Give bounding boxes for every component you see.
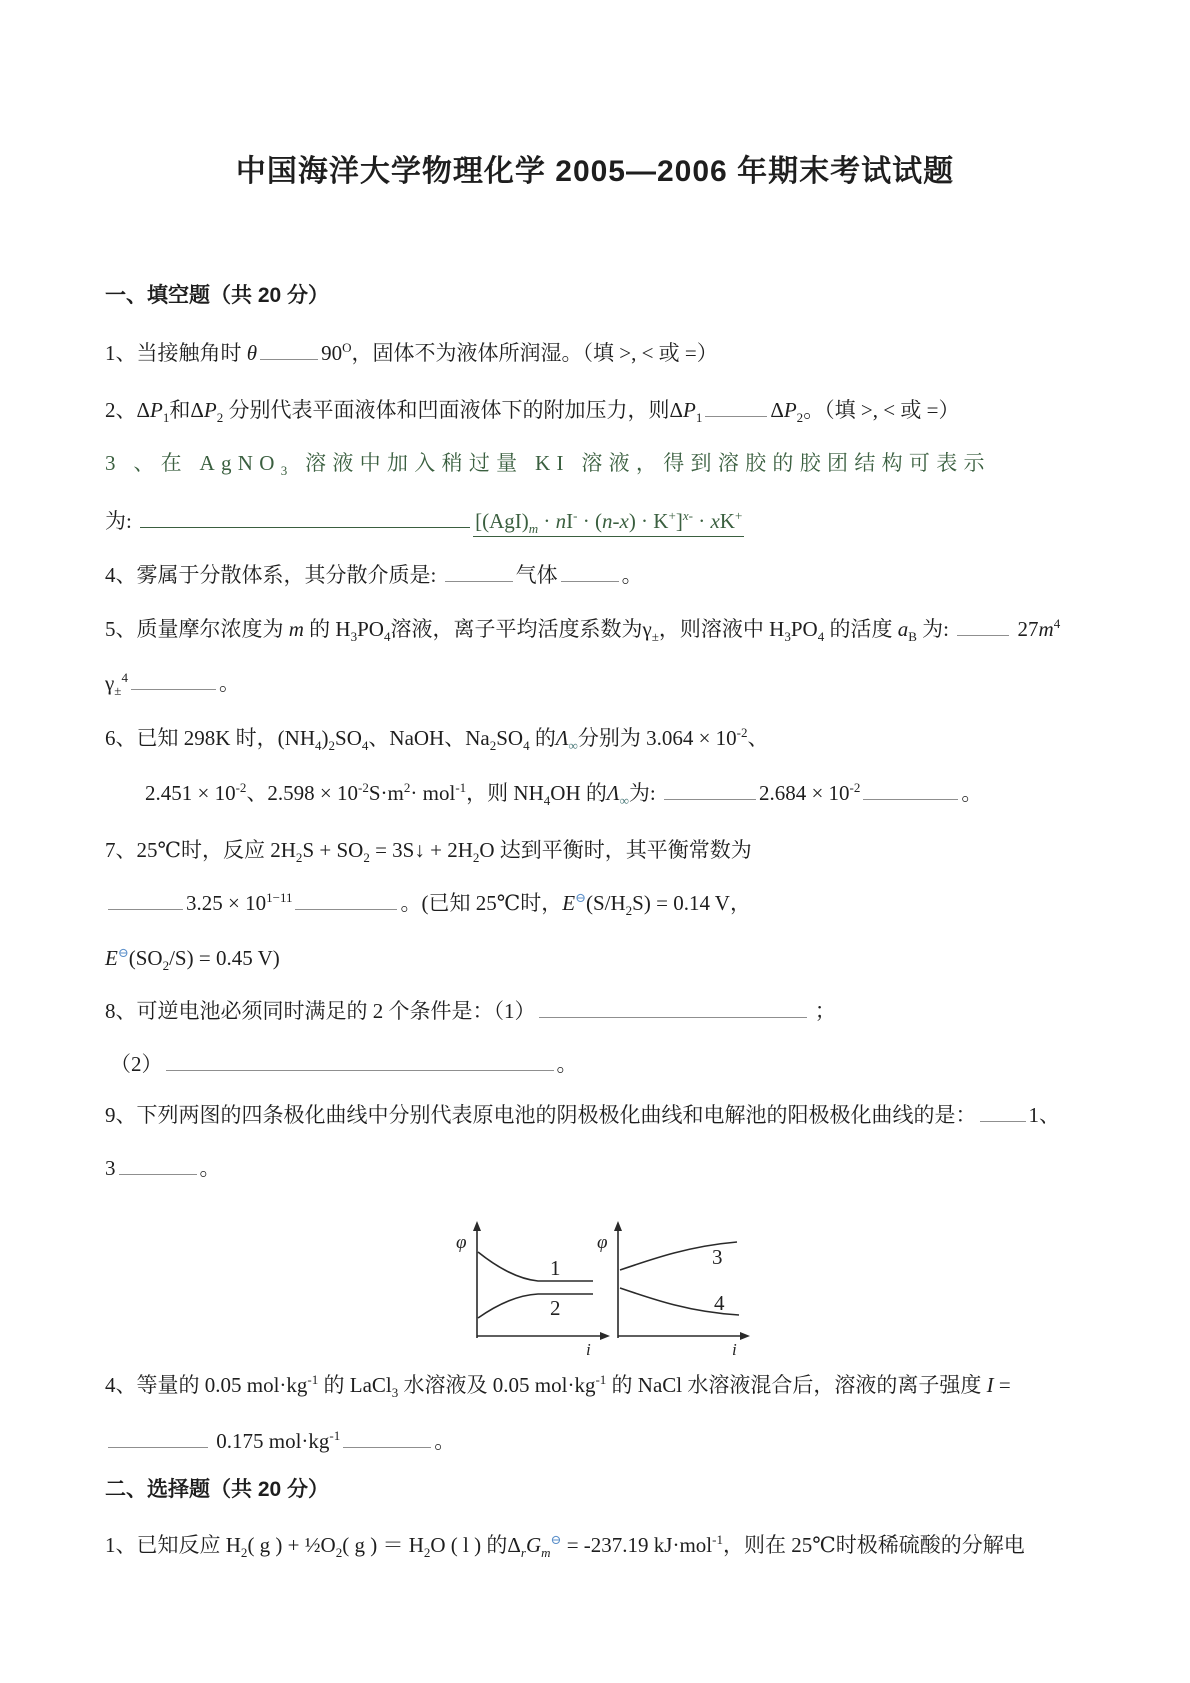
q3-answer-blank (140, 507, 470, 528)
text-segment: SO (335, 726, 362, 750)
text-segment: 3 (105, 1156, 116, 1180)
curve-2-label: 2 (550, 1296, 561, 1320)
text-segment: K (719, 509, 735, 533)
text-segment: -1 (329, 1428, 341, 1443)
text-segment: 2 (216, 410, 224, 426)
text-segment: G (525, 1533, 542, 1557)
text-segment: SO (496, 726, 524, 750)
text-segment: 的活度 (824, 617, 898, 641)
answer-blank (131, 669, 216, 690)
text-segment: 气体 (515, 563, 558, 587)
text-segment: I (566, 509, 574, 533)
text-segment: 2 (240, 1545, 248, 1561)
text-segment: 1 (695, 410, 703, 426)
text-segment: 4 (121, 670, 128, 685)
answer-blank (561, 561, 619, 582)
text-segment: 。 (218, 671, 240, 695)
text-segment: 2、Δ (105, 398, 151, 422)
section-1-heading: 一、填空题（共 20 分） (105, 284, 330, 307)
text-segment: 2 (489, 738, 497, 754)
text-segment: · (538, 509, 556, 533)
text-segment: ⊖ (550, 1532, 562, 1547)
text-segment: ) · K (628, 509, 669, 533)
text-segment: ( g ) + ½O (247, 1533, 336, 1557)
text-segment: · ( (577, 509, 602, 533)
text-segment: -2 (235, 780, 247, 795)
fill-question-9-line1 (105, 1100, 1090, 1130)
text-segment: 的 NaCl 水溶液混合后，溶液的离子强度 (606, 1373, 987, 1397)
text-segment: ⊖ (575, 890, 586, 905)
answer-blank (343, 1427, 431, 1448)
q3-answer-prefix (105, 509, 137, 533)
text-segment: 为: (628, 781, 661, 805)
text-segment: P (783, 398, 797, 422)
answer-blank (119, 1154, 197, 1175)
text-segment: 2 (423, 1545, 431, 1561)
text-segment: 、NaOH、Na (368, 726, 490, 750)
answer-blank (166, 1050, 554, 1071)
curve-1-label: 1 (550, 1256, 561, 1280)
text-segment: x- (682, 508, 693, 523)
text-segment: 为: (105, 509, 138, 533)
answer-blank (445, 561, 513, 582)
text-segment: ； (809, 999, 836, 1023)
fill-question-6-line2 (145, 778, 1130, 808)
right-x-axis-arrow (740, 1332, 750, 1340)
text-segment: 7、25℃时，反应 2H (105, 838, 296, 862)
text-segment: 1−11 (266, 890, 293, 905)
text-segment: 4、雾属于分散体系，其分散介质是: (105, 563, 442, 587)
text-segment: 1、 (1028, 1103, 1060, 1127)
text-segment: 4 (523, 738, 530, 754)
text-segment: γ (105, 671, 115, 695)
text-segment: Δ (770, 398, 784, 422)
text-segment: E (562, 891, 576, 915)
text-segment: (SO (128, 946, 163, 970)
text-segment: = (993, 1373, 1011, 1397)
fill-question-4b-line1 (105, 1370, 1090, 1400)
curve-1-cathodic-polarization (478, 1252, 593, 1281)
answer-blank (957, 615, 1009, 636)
text-segment: [(AgI) (475, 509, 529, 533)
polarization-curves-figure (450, 1218, 800, 1373)
text-segment: 2 (162, 958, 170, 974)
text-segment: 溶液，离子平均活度系数为γ (390, 617, 652, 641)
answer-blank (980, 1101, 1026, 1122)
text-segment: n (555, 509, 567, 533)
text-segment: ∞ (619, 793, 629, 809)
text-segment: m (541, 1545, 551, 1561)
text-segment: 2.451 × 10 (145, 781, 236, 805)
text-segment: m (288, 617, 304, 641)
text-segment: 1 (162, 410, 170, 426)
text-segment: O 达到平衡时，其平衡常数为 (479, 838, 752, 862)
left-x-axis-arrow (600, 1332, 610, 1340)
polarization-curves-svg (450, 1218, 800, 1368)
text-segment: -2 (358, 780, 369, 795)
text-segment: 3 (280, 463, 294, 479)
text-segment: 9、下列两图的四条极化曲线中分别代表原电池的阴极极化曲线和电解池的阳极极化曲线的是： (105, 1103, 977, 1127)
text-segment: 的 LaCl (318, 1373, 392, 1397)
answer-blank (108, 1427, 208, 1448)
text-segment: O ( l ) 的Δ (430, 1533, 521, 1557)
text-segment: -1 (307, 1372, 319, 1387)
text-segment: I (986, 1373, 994, 1397)
answer-blank (539, 997, 807, 1018)
left-plot (473, 1221, 610, 1340)
fill-question-6-line1 (105, 723, 1090, 753)
text-segment: P (150, 398, 163, 422)
text-segment: x (710, 509, 720, 533)
text-segment: - (573, 508, 578, 523)
text-segment: S) = 0.14 V， (632, 891, 751, 915)
right-plot (614, 1221, 750, 1340)
curve-2-polarization (478, 1294, 593, 1318)
right-x-axis-label: i (732, 1340, 737, 1359)
text-segment: 。 (434, 1429, 456, 1453)
text-segment: （2） (110, 1052, 163, 1076)
text-segment: ( g ) ＝ H (342, 1533, 424, 1557)
text-segment: S·m (368, 781, 404, 805)
text-segment: θ (246, 341, 258, 365)
text-segment: -2 (849, 780, 861, 795)
text-segment: O (342, 340, 352, 355)
section-2-heading: 二、选择题（共 20 分） (105, 1478, 330, 1501)
text-segment: a (897, 617, 909, 641)
text-segment: r (520, 1545, 526, 1561)
text-segment: 90 (321, 341, 343, 365)
text-segment: 。 (621, 563, 643, 587)
text-segment: ，则溶液中 H (658, 617, 785, 641)
text-segment: /S) = 0.45 V) (169, 946, 280, 970)
text-segment: 0.175 mol·kg (211, 1429, 330, 1453)
text-segment: 5、质量摩尔浓度为 (105, 617, 289, 641)
text-segment: ，固体不为液体所润湿。（填 >, < 或 =） (351, 341, 718, 365)
text-segment: 2 (328, 738, 336, 754)
fill-question-7-line2 (105, 888, 1090, 918)
fill-question-8-line1 (105, 996, 1090, 1026)
text-segment: 和Δ (169, 398, 204, 422)
text-segment: 1、已知反应 H (105, 1533, 241, 1557)
text-segment: -1 (712, 1532, 723, 1547)
text-segment: OH 的 (550, 781, 607, 805)
answer-blank (863, 779, 958, 800)
text-segment: n-x (601, 509, 629, 533)
text-segment: ± (651, 629, 659, 645)
text-segment: 。 (961, 781, 983, 805)
text-segment: 6、已知 298K 时，(NH (105, 726, 315, 750)
text-segment: 、2.598 × 10 (246, 781, 359, 805)
text-segment: 3 (391, 1385, 399, 1401)
text-segment: 1、当接触角时 (105, 341, 247, 365)
text-segment: Λ (555, 726, 569, 750)
text-segment: ⊖ (117, 945, 129, 960)
text-segment: -1 (595, 1372, 607, 1387)
text-segment: 3.25 × 10 (186, 891, 267, 915)
q3-colloid-formula (473, 506, 744, 537)
text-segment: 8、可逆电池必须同时满足的 2 个条件是：（1） (105, 999, 536, 1023)
curve-4-label: 4 (714, 1291, 725, 1315)
fill-question-5-line2 (105, 668, 1090, 698)
text-segment: 分别为 3.064 × 10 (577, 726, 737, 750)
answer-blank (705, 396, 767, 417)
text-segment: ± (114, 683, 122, 699)
text-segment: 2 (796, 410, 804, 426)
text-segment: 3 (350, 629, 358, 645)
text-segment: ，则在 25℃时极稀硫酸的分解电 (722, 1533, 1025, 1557)
text-segment: 4 (1053, 616, 1061, 631)
text-segment: 。（填 >, < 或 =） (803, 398, 960, 422)
text-segment: 。(已知 25℃时， (400, 891, 563, 915)
answer-blank (108, 889, 183, 910)
text-segment: 2.684 × 10 (758, 781, 850, 805)
text-segment: 4、等量的 0.05 mol·kg (105, 1373, 308, 1397)
text-segment: S + SO (302, 838, 364, 862)
right-y-axis-label: φ (597, 1232, 608, 1253)
text-segment: PO (790, 617, 818, 641)
fill-question-3-line1 (105, 448, 1090, 478)
fill-question-4 (105, 560, 1090, 590)
text-segment: 溶液中加入稍过量 KI 溶液，得到溶胶的胶团结构可表示 (293, 451, 991, 475)
text-segment: m (1038, 617, 1054, 641)
answer-blank (260, 339, 318, 360)
fill-question-4b-line2 (105, 1426, 1090, 1456)
text-segment: 的 (529, 726, 556, 750)
text-segment: P (203, 398, 217, 422)
text-segment: 4 (383, 629, 391, 645)
right-y-axis-arrow (614, 1221, 622, 1231)
text-segment: 2 (625, 903, 633, 919)
text-segment: 4 (361, 738, 369, 754)
text-segment: 。 (199, 1156, 221, 1180)
left-y-axis-label: φ (456, 1232, 467, 1253)
text-segment: 2 (472, 850, 480, 866)
text-segment: 3 、在 AgNO (105, 451, 281, 475)
text-segment: 4 (315, 738, 322, 754)
left-x-axis-label: i (586, 1340, 591, 1359)
text-segment: ，则 NH (466, 781, 544, 805)
text-segment: 的 H (303, 617, 351, 641)
fill-question-9-line2 (105, 1153, 1090, 1183)
text-segment: 分别代表平面液体和凹面液体下的附加压力，则Δ (223, 398, 683, 422)
text-segment: 2 (295, 850, 303, 866)
text-segment: PO (357, 617, 384, 641)
text-segment: -2 (736, 725, 748, 740)
text-segment: E (105, 946, 118, 970)
fill-question-8-line2 (110, 1049, 1095, 1079)
fill-question-7-line3 (105, 943, 1090, 973)
text-segment: B (908, 629, 917, 645)
text-segment: ∞ (568, 738, 578, 754)
answer-blank (664, 779, 756, 800)
text-segment: 3 (784, 629, 791, 645)
text-segment: + (668, 508, 676, 523)
text-segment: -1 (455, 780, 467, 795)
text-segment: Λ (606, 781, 620, 805)
text-segment: 。 (556, 1052, 578, 1076)
text-segment: 4 (817, 629, 825, 645)
text-segment: P (682, 398, 696, 422)
text-segment: + (734, 508, 743, 523)
page-title: 中国海洋大学物理化学 2005—2006 年期末考试试题 (235, 155, 955, 188)
text-segment: 2 (363, 850, 370, 866)
answer-blank (295, 889, 397, 910)
text-segment: m (528, 521, 539, 537)
text-segment: 2 (403, 780, 411, 795)
text-segment: · mol (410, 781, 456, 805)
text-segment: = 3S↓ + 2H (369, 838, 473, 862)
fill-question-7-line1 (105, 835, 1090, 865)
text-segment: 水溶液及 0.05 mol·kg (398, 1373, 596, 1397)
choice-question-1 (105, 1530, 1090, 1560)
text-segment: 为: (916, 617, 955, 641)
fill-question-2 (105, 395, 1090, 425)
text-segment: 27 (1012, 617, 1039, 641)
text-segment: = -237.19 kJ·mol (561, 1533, 713, 1557)
left-y-axis-arrow (473, 1221, 481, 1231)
text-segment: ] (675, 509, 683, 533)
fill-question-1 (105, 338, 1090, 368)
text-segment: ) (321, 726, 329, 750)
fill-question-3-line2 (105, 506, 1090, 537)
text-segment: (S/H (585, 891, 626, 915)
curve-3-label: 3 (712, 1245, 723, 1269)
text-segment: 4 (543, 793, 551, 809)
text-segment: 2 (335, 1545, 343, 1561)
text-segment: 、 (747, 726, 769, 750)
text-segment: · (692, 509, 711, 533)
fill-question-5-line1 (105, 614, 1090, 644)
